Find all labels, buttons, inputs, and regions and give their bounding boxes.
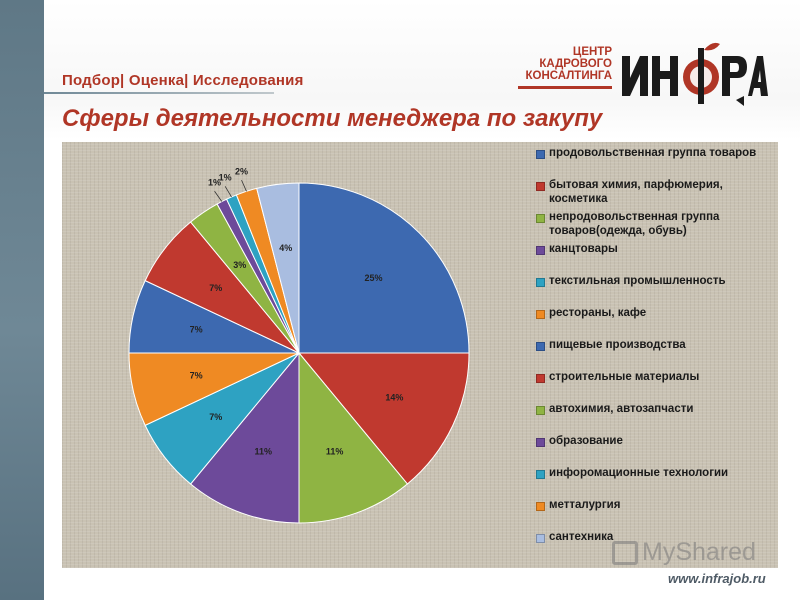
tagline-divider (44, 92, 274, 94)
pie-leader-line (215, 191, 222, 201)
legend-label: рестораны, кафе (549, 307, 647, 319)
watermark-icon (612, 541, 638, 565)
legend-label: пищевые производства (549, 339, 686, 351)
legend-item (536, 146, 776, 160)
pie-data-label: 25% (364, 272, 383, 283)
pie-slices (129, 183, 469, 523)
pie-data-label: 1% (218, 172, 232, 183)
pie-data-label: 4% (279, 242, 293, 253)
watermark (612, 538, 756, 567)
legend-item (536, 370, 776, 384)
logo-underline (518, 86, 612, 89)
infra-logo-icon (618, 40, 768, 110)
legend-item (536, 338, 776, 352)
site-url: www.infrajob.ru (668, 571, 766, 586)
legend-swatch (536, 502, 545, 511)
legend-label: канцтовары (549, 243, 618, 255)
logo-caption-line: ЦЕНТР (572, 46, 612, 58)
pie-slice (299, 183, 469, 353)
pie-data-label: 7% (189, 324, 203, 335)
pie-data-label: 11% (325, 446, 344, 457)
pie-data-label: 11% (254, 446, 273, 457)
chart-legend (536, 146, 776, 562)
chart-panel (62, 142, 778, 568)
legend-label: инфоромационные технологии (549, 467, 729, 479)
legend-swatch (536, 246, 545, 255)
legend-swatch (536, 182, 545, 191)
pie-leader-line (242, 180, 247, 191)
legend-item (536, 242, 776, 256)
legend-swatch (536, 374, 545, 383)
legend-swatch (536, 278, 545, 287)
logo-caption (506, 46, 612, 82)
legend-label: непродовольственная группа товаров(одежда, обувь) (549, 211, 720, 237)
legend-label: бытовая химия, парфюмерия, косметика (549, 179, 723, 205)
legend-swatch (536, 406, 545, 415)
legend-swatch (536, 470, 545, 479)
left-decorative-band (0, 0, 44, 600)
pie-data-label: 7% (189, 370, 203, 381)
legend-item (536, 178, 776, 206)
legend-item (536, 434, 776, 448)
legend-swatch (536, 342, 545, 351)
legend-item (536, 498, 776, 512)
legend-label: текстильная промышленность (549, 275, 726, 287)
pie-data-label: 3% (233, 260, 247, 271)
legend-swatch (536, 534, 545, 543)
legend-label: автохимия, автозапчасти (549, 403, 694, 415)
legend-swatch (536, 310, 545, 319)
legend-item (536, 274, 776, 288)
logo-caption-line: КАДРОВОГО (539, 58, 612, 70)
legend-item (536, 402, 776, 416)
legend-label: метталургия (549, 499, 621, 511)
tagline: Подбор| Оценка| Исследования (62, 72, 304, 89)
legend-label: сантехника (549, 531, 614, 543)
slide-title: Сферы деятельности менеджера по закупу (62, 105, 603, 132)
logo-caption-line: КОНСАЛТИНГА (525, 70, 612, 82)
pie-data-label: 14% (385, 392, 404, 403)
pie-data-label: 1% (208, 177, 222, 188)
pie-leader-line (225, 186, 231, 197)
pie-data-label: 7% (209, 282, 223, 293)
pie-chart (62, 142, 536, 568)
legend-item (536, 210, 776, 238)
legend-swatch (536, 150, 545, 159)
legend-item (536, 306, 776, 320)
watermark-text: MyShared (642, 538, 756, 566)
pie-data-label: 7% (209, 411, 223, 422)
legend-item (536, 466, 776, 480)
legend-swatch (536, 214, 545, 223)
legend-swatch (536, 438, 545, 447)
pie-data-label: 2% (235, 166, 249, 177)
legend-label: образование (549, 435, 623, 447)
legend-label: строительные материалы (549, 371, 700, 383)
legend-label: продовольственная группа товаров (549, 147, 757, 159)
